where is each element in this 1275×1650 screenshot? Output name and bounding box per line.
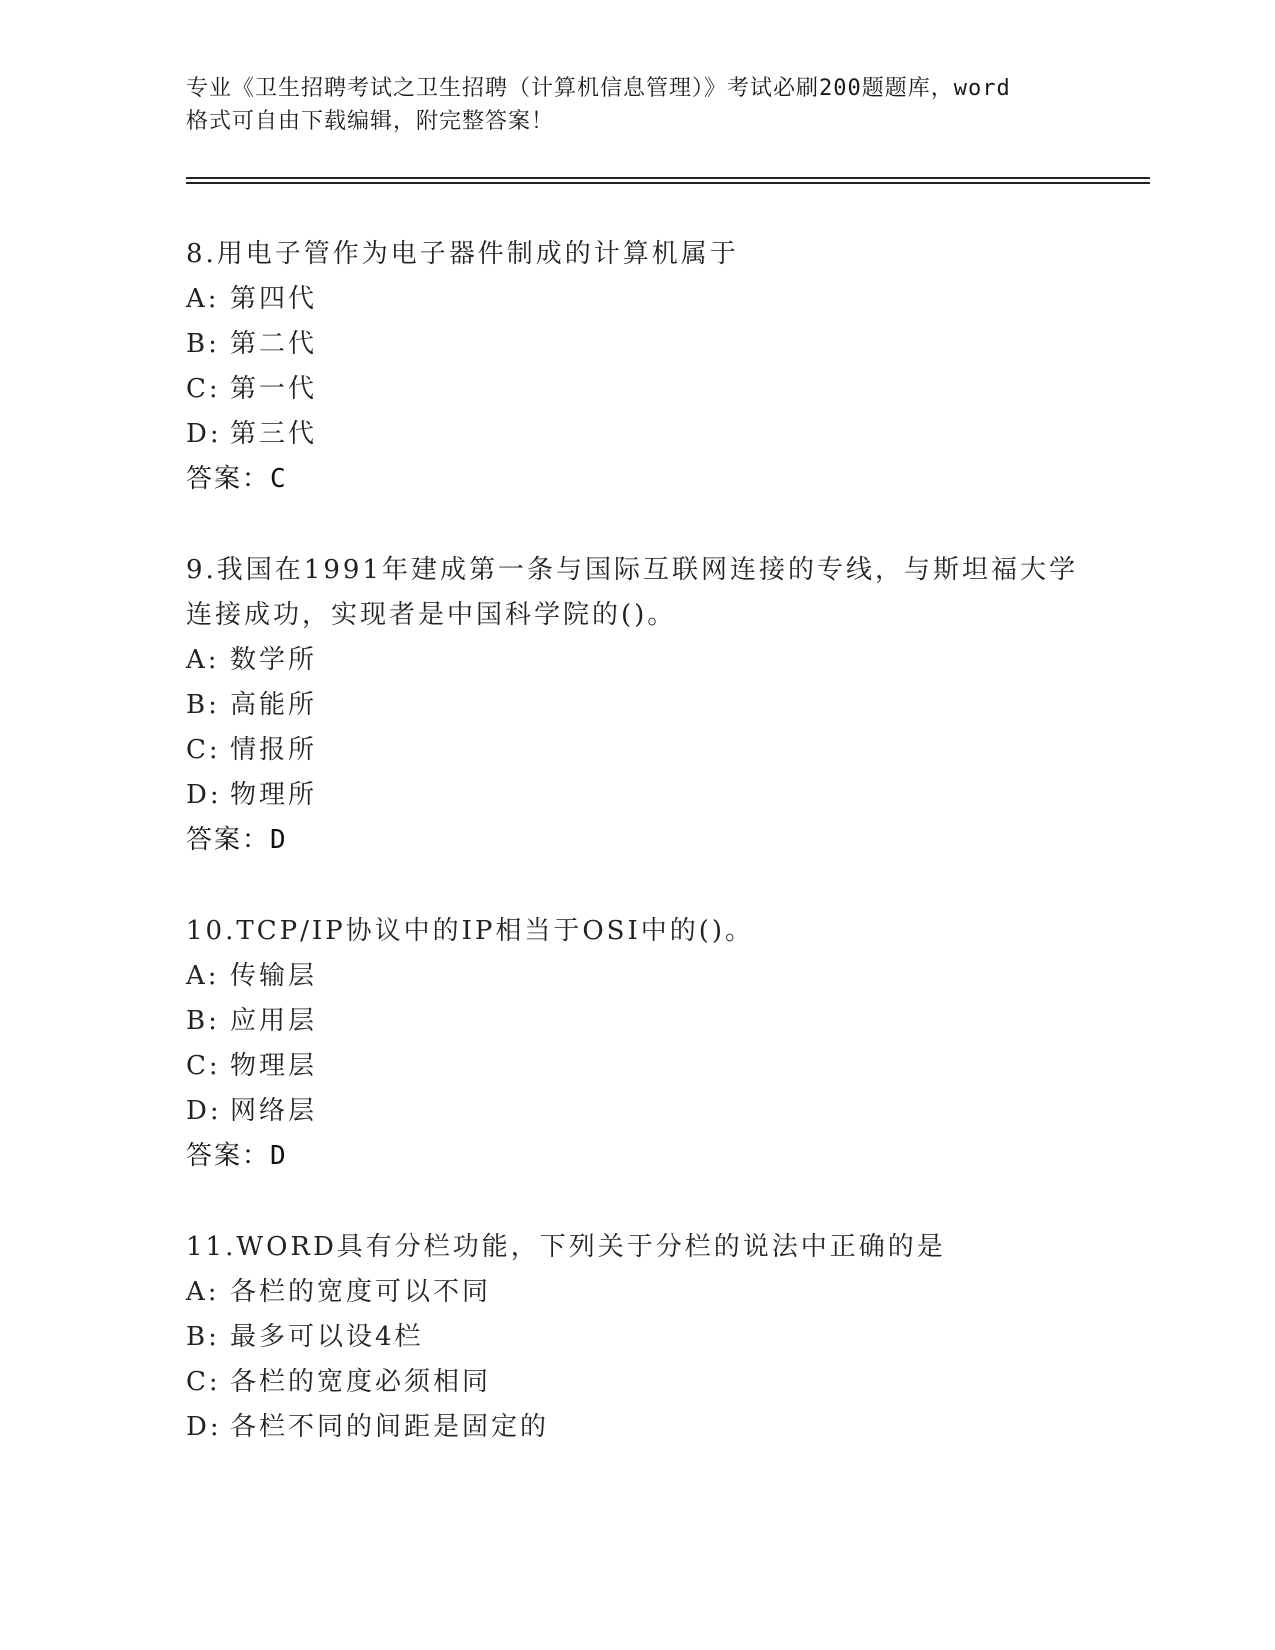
option-key: B:	[186, 1322, 220, 1352]
option-text: 物理层	[230, 1051, 318, 1081]
answer-option	[186, 954, 1186, 999]
option-key: B:	[186, 329, 220, 359]
question-list	[186, 232, 1186, 1496]
answer-line: 答案：D	[186, 1141, 288, 1171]
option-key: A:	[186, 1277, 220, 1307]
option-text: 数学所	[230, 645, 318, 675]
question-block	[186, 232, 1186, 502]
option-text: 第四代	[230, 284, 318, 314]
option-text: 传输层	[230, 961, 318, 991]
question-text: 9.我国在1991年建成第一条与国际互联网连接的专线，与斯坦福大学	[186, 555, 1078, 585]
answer-option	[186, 277, 1186, 322]
answer-option	[186, 1044, 1186, 1089]
option-text: 物理所	[230, 780, 318, 810]
option-key: A:	[186, 284, 220, 314]
answer-option	[186, 999, 1186, 1044]
question-text: 11.WORD具有分栏功能，下列关于分栏的说法中正确的是	[186, 1232, 946, 1262]
option-key: C:	[186, 374, 221, 404]
question-text: 10.TCP/IP协议中的IP相当于OSI中的()。	[186, 916, 755, 946]
option-key: C:	[186, 1051, 221, 1081]
option-text: 最多可以设4栏	[230, 1322, 424, 1352]
answer-option	[186, 638, 1186, 683]
option-text: 第二代	[230, 329, 318, 359]
answer-option	[186, 1089, 1186, 1134]
option-text: 第三代	[230, 419, 318, 449]
answer-option	[186, 1360, 1186, 1405]
answer-option	[186, 1270, 1186, 1315]
question-text: 连接成功，实现者是中国科学院的()。	[186, 600, 677, 630]
question-block	[186, 548, 1186, 863]
option-key: D:	[186, 1096, 222, 1126]
option-text: 各栏的宽度必须相同	[230, 1367, 492, 1397]
option-key: D:	[186, 1412, 222, 1442]
answer-option	[186, 1405, 1186, 1450]
option-text: 应用层	[230, 1006, 318, 1036]
question-block	[186, 1225, 1186, 1450]
option-text: 情报所	[230, 735, 318, 765]
option-key: C:	[186, 735, 221, 765]
option-text: 网络层	[230, 1096, 318, 1126]
answer-option	[186, 773, 1186, 818]
option-text: 各栏不同的间距是固定的	[230, 1412, 550, 1442]
answer-option	[186, 683, 1186, 728]
option-text: 高能所	[230, 690, 318, 720]
header-divider-top	[186, 177, 1150, 179]
option-key: A:	[186, 645, 220, 675]
answer-option	[186, 728, 1186, 773]
option-text: 第一代	[230, 374, 318, 404]
option-key: A:	[186, 961, 220, 991]
option-key: C:	[186, 1367, 221, 1397]
document-header	[186, 72, 1086, 138]
option-text: 各栏的宽度可以不同	[230, 1277, 492, 1307]
answer-option	[186, 367, 1186, 412]
answer-line: 答案：C	[186, 464, 288, 494]
option-key: D:	[186, 419, 222, 449]
header-line-2: 格式可自由下载编辑，附完整答案！	[186, 109, 555, 134]
answer-line: 答案：D	[186, 825, 288, 855]
option-key: B:	[186, 690, 220, 720]
question-text: 8.用电子管作为电子器件制成的计算机属于	[186, 239, 739, 269]
option-key: B:	[186, 1006, 220, 1036]
header-line-1: 专业《卫生招聘考试之卫生招聘（计算机信息管理）》考试必刷200题题库，word	[186, 76, 1011, 101]
question-block	[186, 909, 1186, 1179]
answer-option	[186, 412, 1186, 457]
option-key: D:	[186, 780, 222, 810]
answer-option	[186, 1315, 1186, 1360]
answer-option	[186, 322, 1186, 367]
header-divider-bottom	[186, 182, 1150, 184]
